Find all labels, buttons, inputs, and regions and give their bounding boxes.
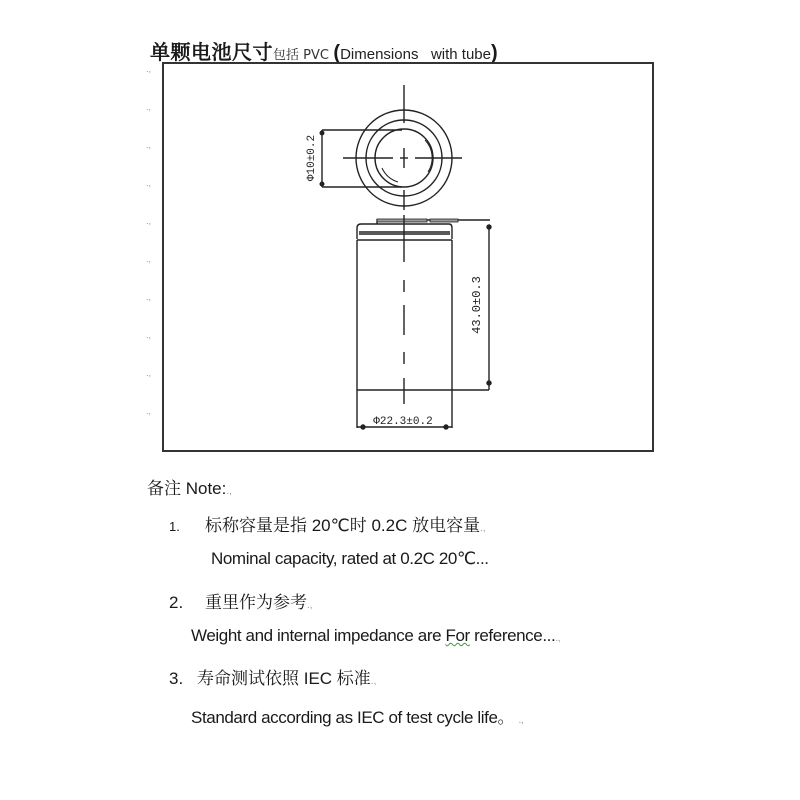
title-close-paren: ) xyxy=(490,42,498,64)
paragraph-mark: ., xyxy=(146,292,152,302)
note-text-en: Nominal capacity, rated at 0.2C 20℃... xyxy=(211,549,489,568)
note-number: 1. xyxy=(169,519,180,534)
note-text-cn: 寿命测试依照 IEC 标准 xyxy=(197,669,371,688)
note-text-en: Weight and internal impedance are xyxy=(191,626,446,645)
title-open-paren: ( xyxy=(333,42,341,64)
diameter-dimension-label: Φ22.3±0.2 xyxy=(373,416,433,428)
paragraph-mark: ., xyxy=(518,715,524,726)
spellcheck-flagged-word[interactable]: For xyxy=(445,626,470,645)
note-item-3-en xyxy=(191,703,523,728)
note-text-en-tail: reference... xyxy=(469,626,556,645)
paragraph-mark: ., xyxy=(146,140,152,150)
note-item-3-cn xyxy=(169,664,376,689)
top-view-dimension-label: Φ10±0.2 xyxy=(306,134,318,182)
paragraph-mark: ., xyxy=(146,330,152,340)
note-text-cn: 重里作为参考 xyxy=(205,593,307,612)
paragraph-mark: ., xyxy=(146,102,152,112)
paragraph-mark: ., xyxy=(480,523,486,534)
note-item-1-cn xyxy=(169,511,486,536)
paragraph-mark: ., xyxy=(370,676,377,687)
title-english: Dimensions with tube xyxy=(340,46,491,63)
note-item-1-en xyxy=(211,549,489,569)
paragraph-mark: ., xyxy=(146,64,152,74)
notes-heading xyxy=(147,474,232,499)
title-subtitle-chinese: 包括 PVC xyxy=(273,48,329,63)
note-item-2-cn xyxy=(169,588,313,613)
note-item-2-en xyxy=(191,626,560,646)
note-number: 3. xyxy=(169,669,184,688)
title-chinese: 单颗电池尺寸 xyxy=(150,40,273,64)
note-number: 2. xyxy=(169,593,184,612)
paragraph-mark: ., xyxy=(146,216,152,226)
paragraph-mark: ., xyxy=(146,368,152,378)
note-text-cn: 标称容量是指 20℃时 0.2C 放电容量 xyxy=(205,516,481,535)
note-text-en: Standard according as IEC of test cycle life。 xyxy=(191,708,515,727)
paragraph-mark: ., xyxy=(226,486,232,497)
top-view-icon xyxy=(320,85,462,210)
paragraph-mark: ., xyxy=(146,178,152,188)
height-dimension-label: 43.0±0.3 xyxy=(470,276,484,334)
paragraph-mark: ., xyxy=(146,254,152,264)
notes-heading-text: 备注 Note: xyxy=(147,479,227,498)
paragraph-mark: ., xyxy=(146,406,152,416)
paragraph-mark: ., xyxy=(307,600,313,611)
paragraph-mark: ., xyxy=(555,633,561,644)
